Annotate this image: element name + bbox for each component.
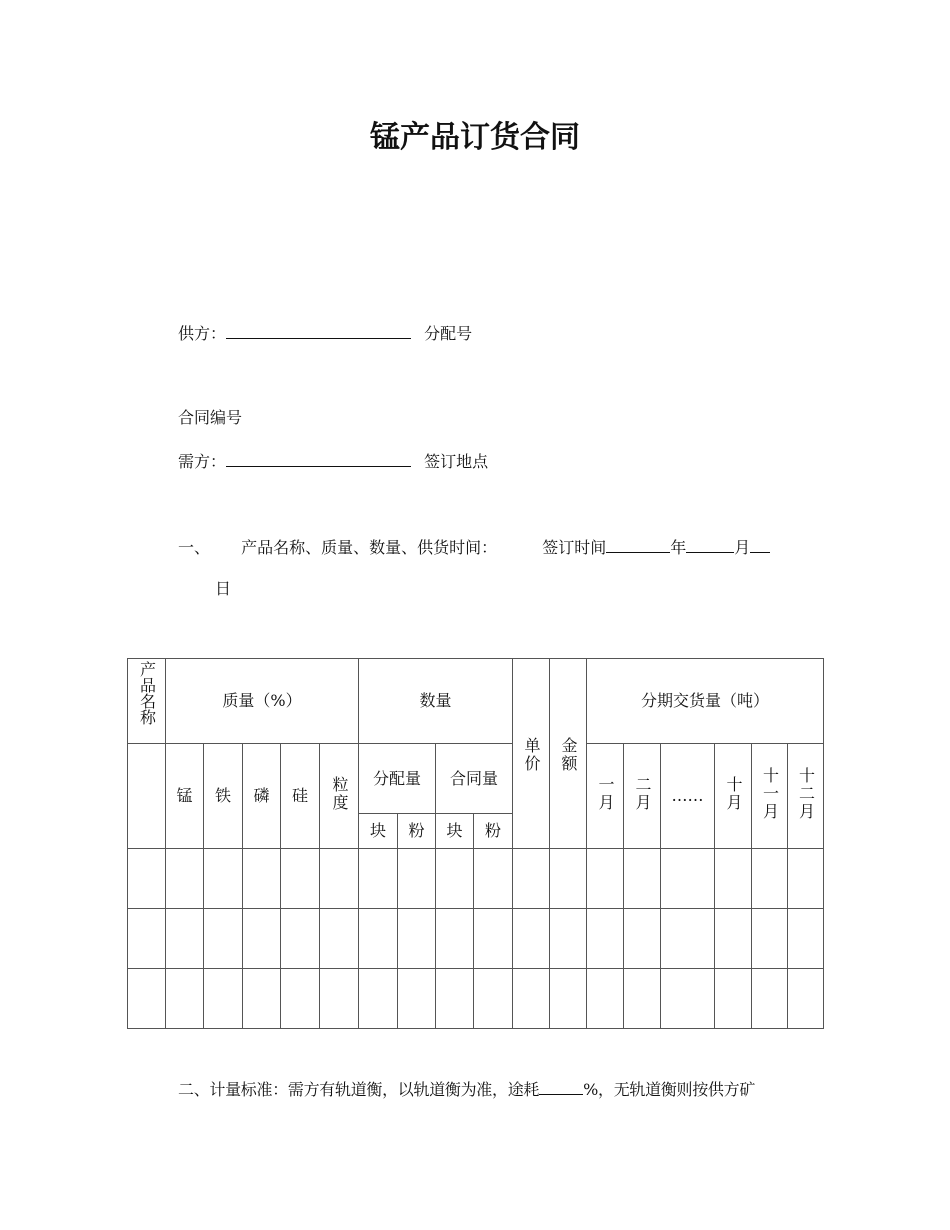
supplier-label: 供方： (178, 324, 227, 343)
header-granularity: 粒度 (320, 744, 359, 849)
cell[interactable] (398, 969, 436, 1029)
cell[interactable] (243, 909, 281, 969)
cell[interactable] (204, 909, 243, 969)
cell[interactable] (243, 849, 281, 909)
cell[interactable] (752, 909, 788, 969)
cell[interactable] (281, 909, 320, 969)
header-month: 十二月 (788, 744, 824, 849)
cell[interactable] (474, 909, 513, 969)
cell[interactable] (359, 849, 398, 909)
header-blank (128, 744, 166, 849)
buyer-label: 需方： (178, 452, 227, 471)
section1-text: 产品名称、质量、数量、供货时间： (241, 538, 498, 557)
cell[interactable] (474, 849, 513, 909)
section1-line (178, 535, 770, 558)
supplier-line (178, 321, 472, 344)
supplier-blank[interactable] (226, 324, 411, 339)
cell[interactable] (587, 849, 624, 909)
cell[interactable] (320, 969, 359, 1029)
section1-number: 一、 (178, 538, 211, 557)
cell[interactable] (166, 969, 204, 1029)
cell[interactable] (661, 849, 715, 909)
cell[interactable] (436, 909, 474, 969)
cell[interactable] (166, 909, 204, 969)
header-allocated: 分配量 (359, 744, 436, 814)
header-element: 磷 (243, 744, 281, 849)
header-amount: 金额 (550, 659, 587, 849)
cell[interactable] (788, 969, 824, 1029)
buyer-line (178, 449, 488, 472)
header-month: 一月 (587, 744, 624, 849)
header-month-ellipsis: …… (661, 744, 715, 849)
header-powder: 粉 (398, 814, 436, 849)
header-quantity: 数量 (359, 659, 513, 744)
header-unit-price: 单价 (513, 659, 550, 849)
cell[interactable] (128, 969, 166, 1029)
cell[interactable] (624, 849, 661, 909)
cell[interactable] (715, 969, 752, 1029)
header-month: 二月 (624, 744, 661, 849)
cell[interactable] (436, 969, 474, 1029)
sign-place-label: 签订地点 (424, 452, 489, 471)
cell[interactable] (587, 909, 624, 969)
sign-time-label: 签订时间 (542, 538, 607, 557)
contract-no-label: 合同编号 (178, 408, 243, 427)
cell[interactable] (166, 849, 204, 909)
buyer-blank[interactable] (226, 452, 411, 467)
loss-blank[interactable] (539, 1080, 583, 1095)
month-blank[interactable] (686, 538, 734, 553)
cell[interactable] (752, 969, 788, 1029)
cell[interactable] (661, 909, 715, 969)
header-product-name: 产品名称 (128, 659, 166, 744)
cell[interactable] (587, 969, 624, 1029)
cell[interactable] (715, 849, 752, 909)
table-row (128, 969, 824, 1029)
header-element: 硅 (281, 744, 320, 849)
cell[interactable] (513, 909, 550, 969)
header-lump: 块 (359, 814, 398, 849)
cell[interactable] (243, 969, 281, 1029)
section2-line (178, 1077, 755, 1100)
year-label: 年 (670, 538, 687, 557)
cell[interactable] (550, 969, 587, 1029)
cell[interactable] (436, 849, 474, 909)
cell[interactable] (320, 849, 359, 909)
table-row (128, 849, 824, 909)
cell[interactable] (359, 969, 398, 1029)
day-label: 日 (215, 579, 232, 598)
header-month: 十月 (715, 744, 752, 849)
cell[interactable] (320, 909, 359, 969)
cell[interactable] (661, 969, 715, 1029)
cell[interactable] (281, 969, 320, 1029)
cell[interactable] (204, 969, 243, 1029)
section2-text-a: 二、计量标准：需方有轨道衡，以轨道衡为准，途耗 (178, 1080, 540, 1099)
cell[interactable] (281, 849, 320, 909)
header-month: 十一月 (752, 744, 788, 849)
header-delivery: 分期交货量（吨） (587, 659, 824, 744)
cell[interactable] (128, 909, 166, 969)
table-row (128, 909, 824, 969)
cell[interactable] (474, 969, 513, 1029)
cell[interactable] (788, 849, 824, 909)
cell[interactable] (513, 969, 550, 1029)
header-element: 铁 (204, 744, 243, 849)
day-blank[interactable] (750, 538, 770, 553)
header-element: 锰 (166, 744, 204, 849)
header-powder: 粉 (474, 814, 513, 849)
cell[interactable] (513, 849, 550, 909)
document-title: 锰产品订货合同 (370, 120, 580, 155)
year-blank[interactable] (606, 538, 670, 553)
month-label: 月 (734, 538, 751, 557)
cell[interactable] (752, 849, 788, 909)
cell[interactable] (550, 909, 587, 969)
cell[interactable] (128, 849, 166, 909)
cell[interactable] (788, 909, 824, 969)
cell[interactable] (624, 969, 661, 1029)
section2-text-b: %，无轨道衡则按供方矿 (583, 1080, 756, 1099)
allocation-no-label: 分配号 (424, 324, 473, 343)
header-lump: 块 (436, 814, 474, 849)
cell[interactable] (550, 849, 587, 909)
order-table (127, 658, 824, 1029)
cell[interactable] (359, 909, 398, 969)
cell[interactable] (715, 909, 752, 969)
cell[interactable] (624, 909, 661, 969)
header-quality: 质量（%） (166, 659, 359, 744)
cell[interactable] (204, 849, 243, 909)
cell[interactable] (398, 849, 436, 909)
cell[interactable] (398, 909, 436, 969)
header-contracted: 合同量 (436, 744, 513, 814)
